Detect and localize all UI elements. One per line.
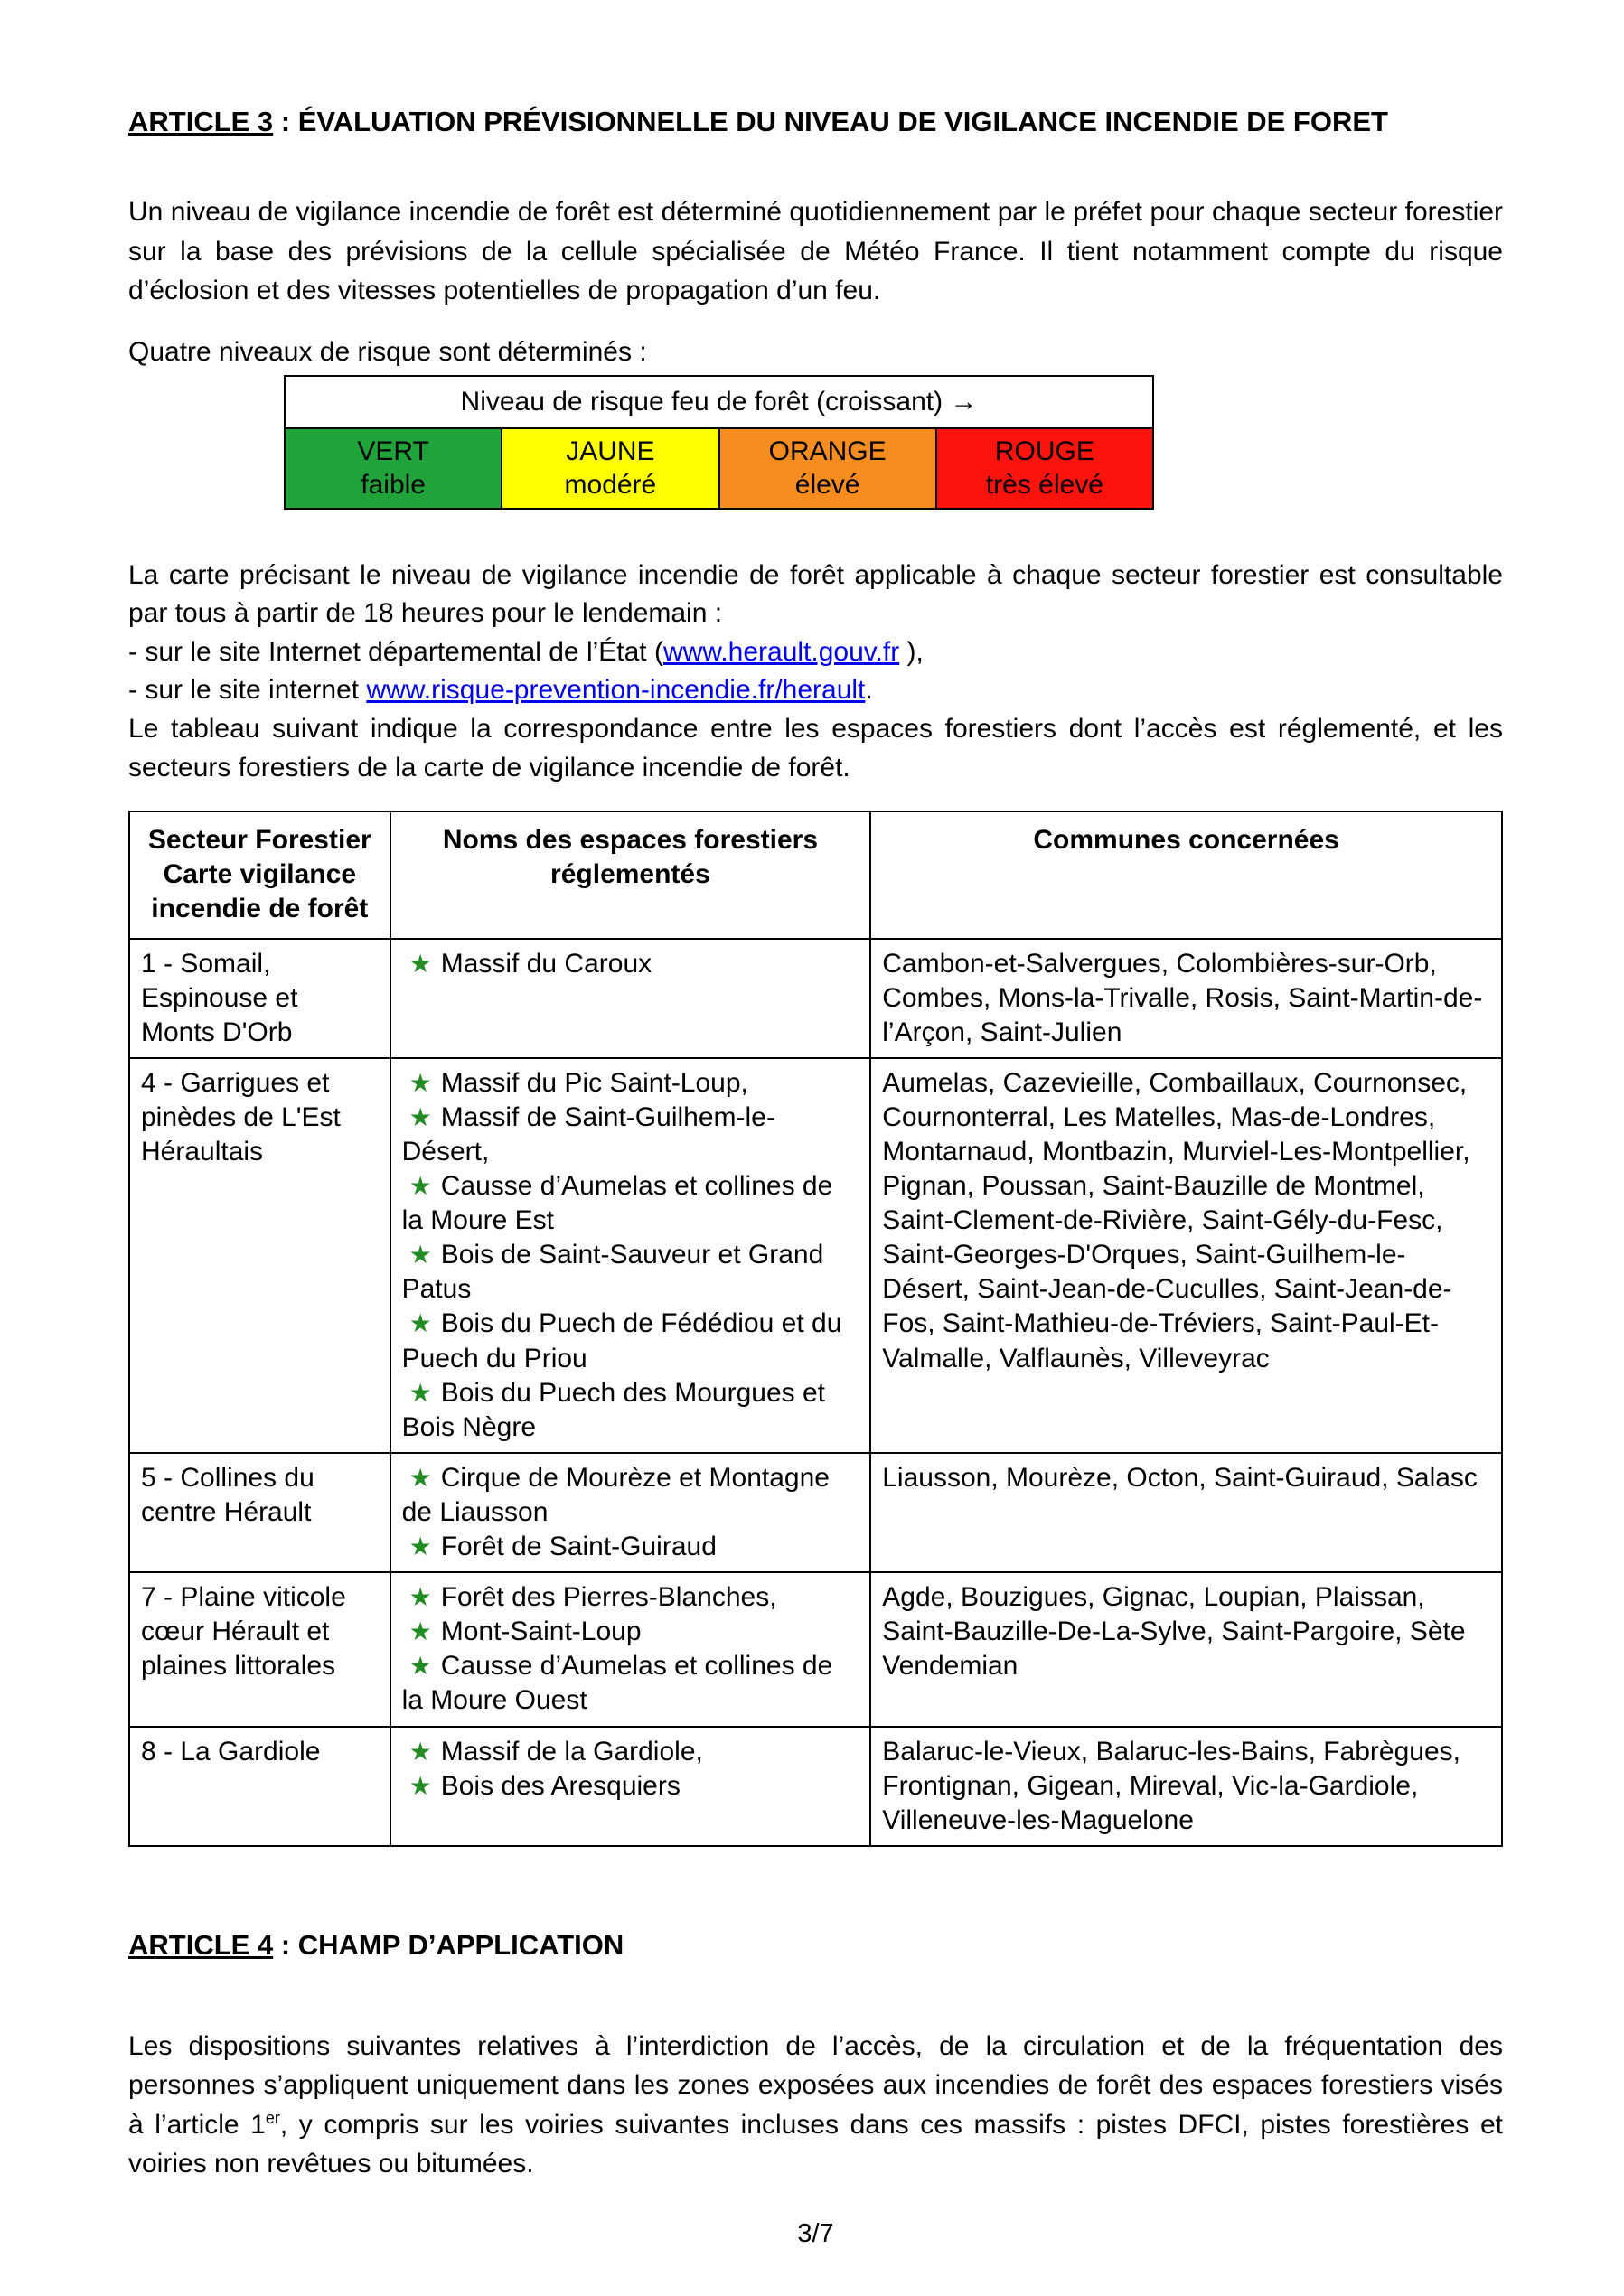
communes-cell: Aumelas, Cazevieille, Combaillaux, Cournonsec, Cournonterral, Les Matelles, Mas-de-Londres, Montarnaud, Montbazin, Murviel-Les-Montpellier, Pignan, Poussan, Saint-Bauzille de Montmel, Saint-Clement-de-Rivière, Saint-Gély-du-Fesc, Saint-Georges-D'Orques, Saint-Guilhem-le-Désert, Saint-Jean-de-Cuculles, Saint-Jean-de-Fos, Saint-Mathieu-de-Tréviers, Saint-Paul-Et-Valmalle, Valflaunès, Villeveyrac [870, 1058, 1502, 1453]
risk-level-name: ROUGE [994, 436, 1094, 466]
risk-level-desc: élevé [794, 470, 860, 501]
risk-table-header: Niveau de risque feu de forêt (croissant) → [285, 376, 1153, 428]
sector-correspondence-table [128, 811, 1503, 1847]
forest-space-label: Massif de la Gardiole, [440, 1736, 703, 1767]
article4-heading [128, 1928, 1503, 1962]
risk-level-cell-vert [285, 428, 502, 509]
article3-heading-label: ARTICLE 3 [128, 106, 274, 137]
star-icon: ★ [408, 1102, 432, 1131]
header-espaces-forestiers: Noms des espaces forestiers réglementés [390, 811, 871, 938]
communes-cell: Balaruc-le-Vieux, Balaruc-les-Bains, Fabrègues, Frontignan, Gigean, Mireval, Vic-la-Gardiole, Villeneuve-les-Maguelone [870, 1727, 1502, 1846]
risk-level-cell-rouge [936, 428, 1153, 509]
star-icon: ★ [408, 1737, 432, 1766]
forest-space-label: Massif du Pic Saint-Loup, [440, 1067, 748, 1098]
article4-paragraph [128, 2027, 1503, 2184]
table-row-garrigues [129, 1058, 1502, 1453]
star-icon: ★ [408, 1652, 432, 1681]
risk-level-name: ORANGE [768, 436, 887, 466]
risk-level-table [284, 375, 1154, 510]
star-icon: ★ [408, 1583, 432, 1612]
article4-text-after: , y compris sur les voiries suivantes incluses dans ces massifs : pistes DFCI, pistes forestières et voiries non revêtues ou bitumées. [128, 2109, 1503, 2179]
table-row-gardiole [129, 1727, 1502, 1846]
communes-cell: Cambon-et-Salvergues, Colombières-sur-Orb, Combes, Mons-la-Trivalle, Rosis, Saint-Martin-de-l’Arçon, Saint-Julien [870, 939, 1502, 1058]
star-icon: ★ [408, 1617, 432, 1646]
spaces-cell [390, 1453, 871, 1572]
risk-level-cell-jaune [502, 428, 718, 509]
forest-space-item [402, 1376, 859, 1445]
article3-heading [128, 105, 1503, 138]
risk-table-header-row [285, 376, 1153, 428]
risque-prevention-link[interactable]: www.risque-prevention-incendie.fr/herault [366, 675, 866, 706]
star-icon: ★ [408, 1463, 432, 1492]
ordinal-superscript: er [265, 2108, 280, 2127]
star-icon: ★ [408, 1172, 432, 1201]
forest-space-item [402, 1066, 859, 1101]
forest-space-label: Bois des Aresquiers [440, 1770, 681, 1801]
forest-space-label: Bois du Puech des Mourgues et Bois Nègre [401, 1377, 825, 1442]
communes-cell: Liausson, Mourèze, Octon, Saint-Guiraud, Salasc [870, 1453, 1502, 1572]
forest-space-label: Causse d’Aumelas et collines de la Moure Est [401, 1171, 833, 1236]
forest-space-item [402, 1580, 859, 1615]
link-line-2-suffix: . [865, 675, 873, 706]
risk-level-desc: modéré [564, 470, 657, 501]
sector-cell: 4 - Garrigues et pinèdes de L'Est Héraultais [129, 1058, 390, 1453]
star-icon: ★ [408, 1771, 432, 1800]
star-icon: ★ [408, 1241, 432, 1270]
article3-paragraph-1: Un niveau de vigilance incendie de forêt est déterminé quotidiennement par le préfet pour chaque secteur forestier sur la base des prévisions de la cellule spécialisée de Météo France. Il tient notamment compte du risque d’éclosion et des vitesses potentielles de propagation d’un feu. [128, 197, 1503, 306]
forest-space-item [402, 1615, 859, 1649]
header-communes: Communes concernées [870, 811, 1502, 938]
map-availability-paragraph [128, 557, 1503, 788]
spaces-cell [390, 939, 871, 1058]
forest-space-label: Causse d’Aumelas et collines de la Moure Ouest [401, 1651, 833, 1716]
forest-space-item [402, 1307, 859, 1375]
forest-space-label: Mont-Saint-Loup [440, 1617, 642, 1647]
forest-space-item [402, 1769, 859, 1804]
table-row-plaine-viticole [129, 1572, 1502, 1726]
sector-table-header-row [129, 811, 1502, 938]
spaces-cell [390, 1058, 871, 1453]
forest-space-label: Massif de Saint-Guilhem-le-Désert, [401, 1101, 775, 1167]
article4-heading-label: ARTICLE 4 [128, 1928, 274, 1961]
article4-text-before: Les dispositions suivantes relatives à l’interdiction de l’accès, de la circulation et de la fréquentation des personnes s’appliquent uniquement dans les zones exposées aux incendies de forêt des espaces forestiers visés à l’article 1 [128, 2030, 1503, 2140]
risk-level-name: JAUNE [566, 436, 655, 466]
link-line-2 [128, 671, 1503, 710]
forest-space-label: Cirque de Mourèze et Montagne de Liausson [401, 1462, 830, 1527]
spaces-cell [390, 1727, 871, 1846]
forest-space-item [402, 1649, 859, 1718]
star-icon: ★ [408, 1309, 432, 1338]
link-line-2-prefix: - sur le site internet [128, 675, 367, 706]
table-row-somail [129, 939, 1502, 1058]
sector-cell: 1 - Somail, Espinouse et Monts D'Orb [129, 939, 390, 1058]
forest-space-label: Bois du Puech de Fédédiou et du Puech du Priou [401, 1308, 842, 1373]
forest-space-label: Forêt de Saint-Guiraud [440, 1532, 717, 1562]
sector-cell: 8 - La Gardiole [129, 1727, 390, 1846]
forest-space-item [402, 1238, 859, 1307]
communes-cell: Agde, Bouzigues, Gignac, Loupian, Plaissan, Saint-Bauzille-De-La-Sylve, Saint-Pargoire, Sète Vendemian [870, 1572, 1502, 1726]
page-number: 3/7 [797, 2218, 834, 2248]
spaces-cell [390, 1572, 871, 1726]
forest-space-label: Bois de Saint-Sauveur et Grand Patus [401, 1240, 824, 1305]
risk-level-desc: très élevé [985, 470, 1103, 501]
risk-level-name: VERT [357, 436, 429, 466]
star-icon: ★ [408, 949, 432, 978]
link-line-1 [128, 633, 1503, 672]
forest-space-item [402, 1461, 859, 1530]
risk-table-levels-row [285, 428, 1153, 509]
table-intro-text: Le tableau suivant indique la correspondance entre les espaces forestiers dont l’accès est réglementé, et les secteurs forestiers de la carte de vigilance incendie de forêt. [128, 714, 1503, 783]
risk-level-cell-orange [719, 428, 936, 509]
map-availability-text: La carte précisant le niveau de vigilance incendie de forêt applicable à chaque secteur forestier est consultable par tous à partir de 18 heures pour le lendemain : [128, 559, 1503, 629]
forest-space-label: Forêt des Pierres-Blanches, [440, 1582, 777, 1613]
table-row-collines [129, 1453, 1502, 1572]
forest-space-item [402, 1169, 859, 1238]
link-line-1-suffix: ), [899, 636, 924, 667]
forest-space-item [402, 1101, 859, 1169]
forest-space-item [402, 947, 859, 981]
star-icon: ★ [408, 1378, 432, 1407]
sector-cell: 5 - Collines du centre Hérault [129, 1453, 390, 1572]
risk-levels-intro: Quatre niveaux de risque sont déterminés : [128, 336, 647, 367]
article4-heading-text: : CHAMP D’APPLICATION [273, 1928, 624, 1961]
risk-level-desc: faible [361, 470, 426, 501]
article3-heading-text: : ÉVALUATION PRÉVISIONNELLE DU NIVEAU DE VIGILANCE INCENDIE DE FORET [273, 106, 1388, 137]
star-icon: ★ [408, 1068, 432, 1097]
forest-space-item [402, 1530, 859, 1564]
forest-space-label: Massif du Caroux [440, 948, 652, 979]
sector-cell: 7 - Plaine viticole cœur Hérault et plaines littorales [129, 1572, 390, 1726]
herault-gouv-link[interactable]: www.herault.gouv.fr [662, 636, 900, 667]
header-secteur-forestier: Secteur Forestier Carte vigilance incendie de forêt [129, 811, 390, 938]
link-line-1-prefix: - sur le site Internet départemental de l’État ( [128, 636, 663, 667]
forest-space-item [402, 1735, 859, 1769]
star-icon: ★ [408, 1532, 432, 1561]
